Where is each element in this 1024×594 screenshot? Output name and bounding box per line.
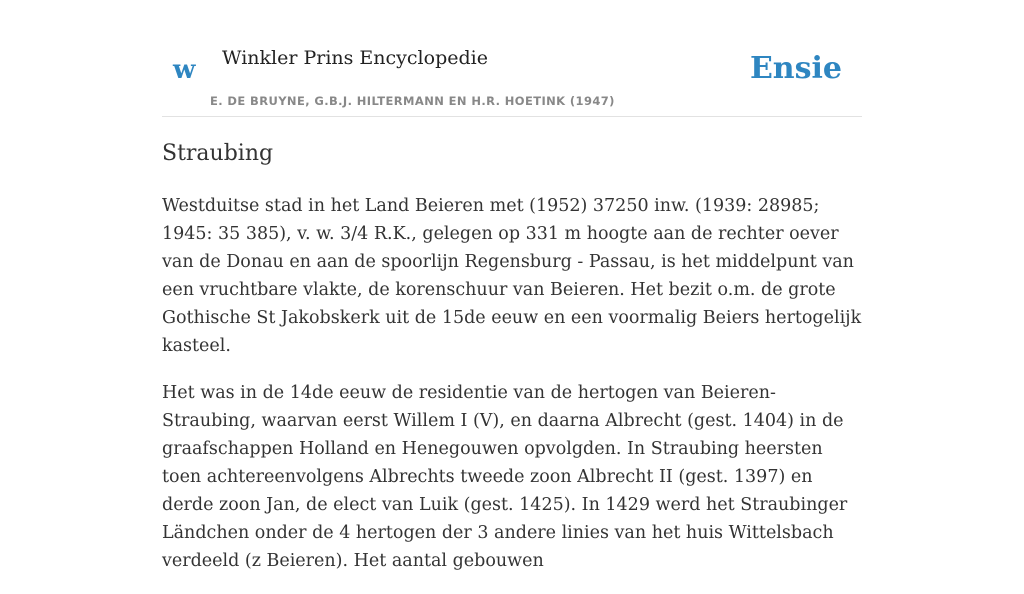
- article-paragraph: Westduitse stad in het Land Beieren met (1952) 37250 inw. (1939: 28985; 1945: 35 385), v. w. 3/4 R.K., gelegen op 331 m hoogte aan de rechter oever van de Donau en aan de spoorlijn Regensburg - Passau, is het middelpunt van een vruchtbare vlakte, de korenschuur van Beieren. Het bezit o.m. de grote Gothische St Jakobskerk uit de 15de eeuw en een voormalig Beiers hertogelijk kasteel.: [162, 196, 862, 356]
- encyclopedia-authors: E. DE BRUYNE, G.B.J. HILTERMANN EN H.R. HOETINK (1947): [210, 94, 615, 108]
- article-body: [162, 192, 864, 594]
- article-title: Straubing: [162, 141, 274, 166]
- encyclopedia-title[interactable]: Winkler Prins Encyclopedie: [222, 47, 488, 69]
- ensie-logo[interactable]: Ensie: [749, 51, 842, 86]
- logo-w-icon[interactable]: w: [173, 55, 196, 85]
- article-paragraph: Het was in de 14de eeuw de residentie van de hertogen van Beieren-Straubing, waarvan eerst Willem I (V), en daarna Albrecht (gest. 1404) in de graafschappen Holland en Henegouwen opvolgden. In Straubing heersten toen achtereenvolgens Albrechts tweede zoon Albrecht II (gest. 1397) en derde zoon Jan, de elect van Luik (gest. 1425). In 1429 werd het Straubinger Ländchen onder de 4 hertogen der 3 andere linies van het huis Wittelsbach verdeeld (z Beieren). Het aantal gebouwen: [162, 383, 848, 571]
- site-header: [162, 0, 862, 117]
